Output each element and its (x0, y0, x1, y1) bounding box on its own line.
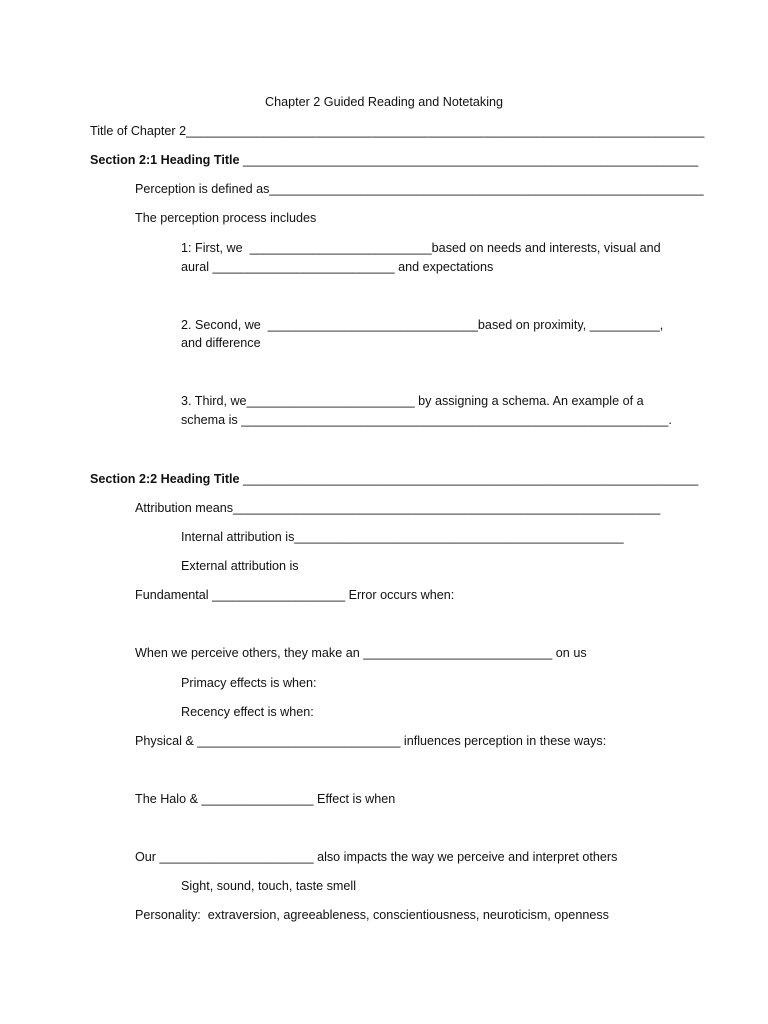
halo-effect-prompt: The Halo & ________________ Effect is when (135, 792, 396, 806)
recency-effect-prompt: Recency effect is when: (181, 705, 314, 719)
our-impacts-prompt: Our ______________________ also impacts the way we perceive and interpret others (135, 850, 618, 864)
perceive-others-prompt: When we perceive others, they make an ___________________________ on us (135, 646, 587, 660)
section-2-1-heading-label: Section 2:1 Heading Title (90, 153, 240, 167)
step-third-line-1: 3. Third, we________________________ by assigning a schema. An example of a (181, 394, 644, 408)
perception-definition-prompt: Perception is defined as______________________________________________________________ (135, 182, 704, 196)
personality-list: Personality: extraversion, agreeableness, conscientiousness, neuroticism, openness (135, 908, 609, 922)
physical-prompt: Physical & _____________________________ influences perception in these ways: (135, 734, 607, 748)
senses-list: Sight, sound, touch, taste smell (181, 879, 357, 893)
attribution-prompt: Attribution means_____________________________________________________________ (135, 501, 661, 515)
step-first-line-2: aural __________________________ and expectations (181, 260, 494, 274)
step-second-line-2: and difference (181, 336, 261, 350)
step-first-line-1: 1: First, we __________________________based on needs and interests, visual and (181, 241, 661, 255)
fundamental-error-prompt: Fundamental ___________________ Error occurs when: (135, 588, 455, 602)
primacy-effects-prompt: Primacy effects is when: (181, 676, 317, 690)
external-attribution-prompt: External attribution is (181, 559, 299, 573)
section-2-2-heading-label: Section 2:2 Heading Title (90, 472, 240, 486)
section-2-2-heading (90, 471, 698, 487)
section-2-1-heading (90, 152, 698, 168)
internal-attribution-prompt: Internal attribution is_______________________________________________ (181, 530, 624, 544)
perception-process-prompt: The perception process includes (135, 211, 317, 225)
chapter-title-prompt: Title of Chapter 2__________________________________________________________________________ (90, 124, 705, 138)
document-title: Chapter 2 Guided Reading and Notetaking (264, 95, 504, 109)
step-second-line-1: 2. Second, we ______________________________based on proximity, __________, (181, 318, 664, 332)
section-2-1-heading-blank: _________________________________________________________________ (239, 153, 699, 167)
step-third-line-2: schema is _____________________________________________________________. (181, 413, 672, 427)
section-2-2-heading-blank: _________________________________________________________________ (239, 472, 699, 486)
